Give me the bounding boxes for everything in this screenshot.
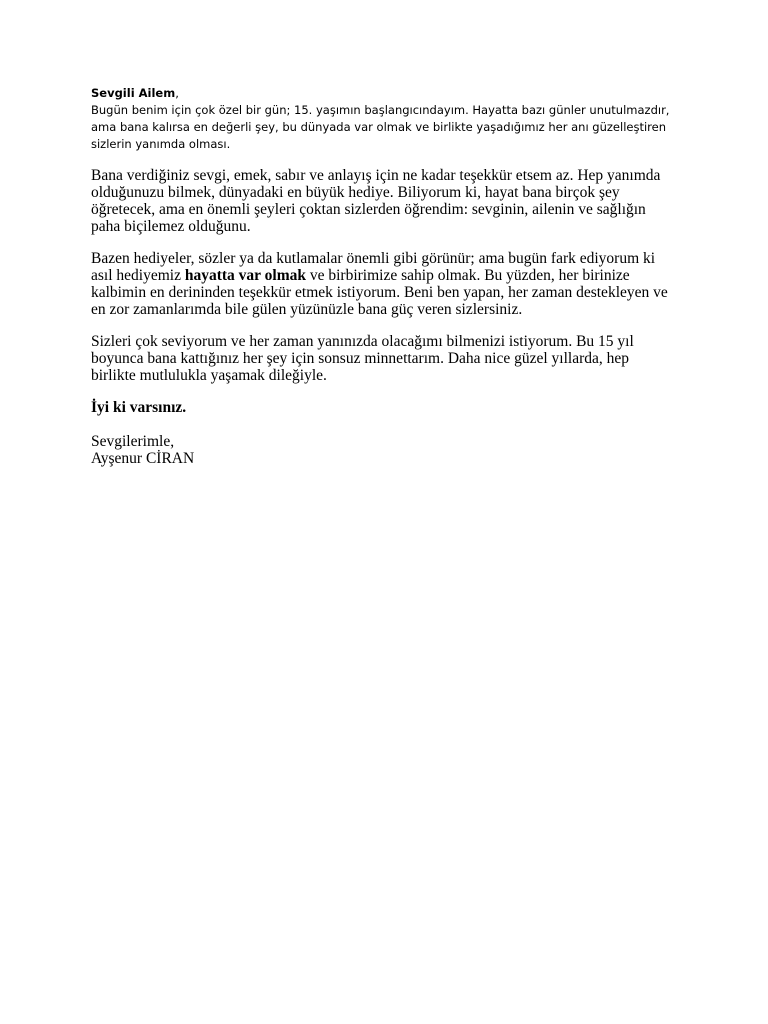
letter-opening bbox=[91, 85, 691, 153]
paragraph-2-end: ve birbirimize sahip olmak. Bu yüzden, her birinize kalbimin en derininden teşekkür etmek istiyorum. Beni ben yapan, her zaman destekleyen ve en zor zamanlarımda bile gülen yüzünüzle bana güç veren sizlersiniz. bbox=[91, 267, 668, 318]
letter-greeting bbox=[91, 85, 691, 102]
greeting-punctuation: , bbox=[175, 86, 179, 100]
sign-off: Sevgilerimle, bbox=[91, 433, 175, 450]
signature-name: Ayşenur CİRAN bbox=[91, 450, 195, 467]
greeting-name: Sevgili Ailem bbox=[91, 86, 176, 100]
closing-phrase: İyi ki varsınız. bbox=[91, 399, 187, 416]
letter-body bbox=[91, 167, 691, 467]
signature-block bbox=[91, 433, 691, 467]
body-paragraph-3: Sizleri çok seviyorum ve her zaman yanınızda olacağımı bilmenizi istiyorum. Bu 15 yıl boyunca bana kattığınız her şey için sonsuz minnettarım. Daha nice güzel yıllarda, hep birlikte mutlulukla yaşamak dileğiyle. bbox=[91, 333, 634, 384]
intro-paragraph: Bugün benim için çok özel bir gün; 15. yaşımın başlangıcındayım. Hayatta bazı günler unutulmazdır, ama bana kalırsa en değerli şey, bu dünyada var olmak ve birlikte yaşadığımız her anı güzelleştiren sizlerin yanımda olması. bbox=[91, 103, 670, 151]
body-paragraph-1: Bana verdiğiniz sevgi, emek, sabır ve anlayış için ne kadar teşekkür etsem az. Hep yanımda olduğunuzu bilmek, dünyadaki en büyük hediye. Biliyorum ki, hayat bana birçok şey öğretecek, ama en önemli şeyleri çoktan sizlerden öğrendim: sevginin, ailenin ve sağlığın paha biçilemez olduğunu. bbox=[91, 167, 661, 235]
body-paragraph-2 bbox=[91, 250, 691, 318]
paragraph-2-start: Bazen hediyeler, sözler ya da kutlamalar önemli gibi görünür; ama bugün fark ediyorum ki asıl hediyemiz bbox=[91, 250, 656, 284]
paragraph-2-emphasis: hayatta var olmak bbox=[184, 267, 306, 284]
